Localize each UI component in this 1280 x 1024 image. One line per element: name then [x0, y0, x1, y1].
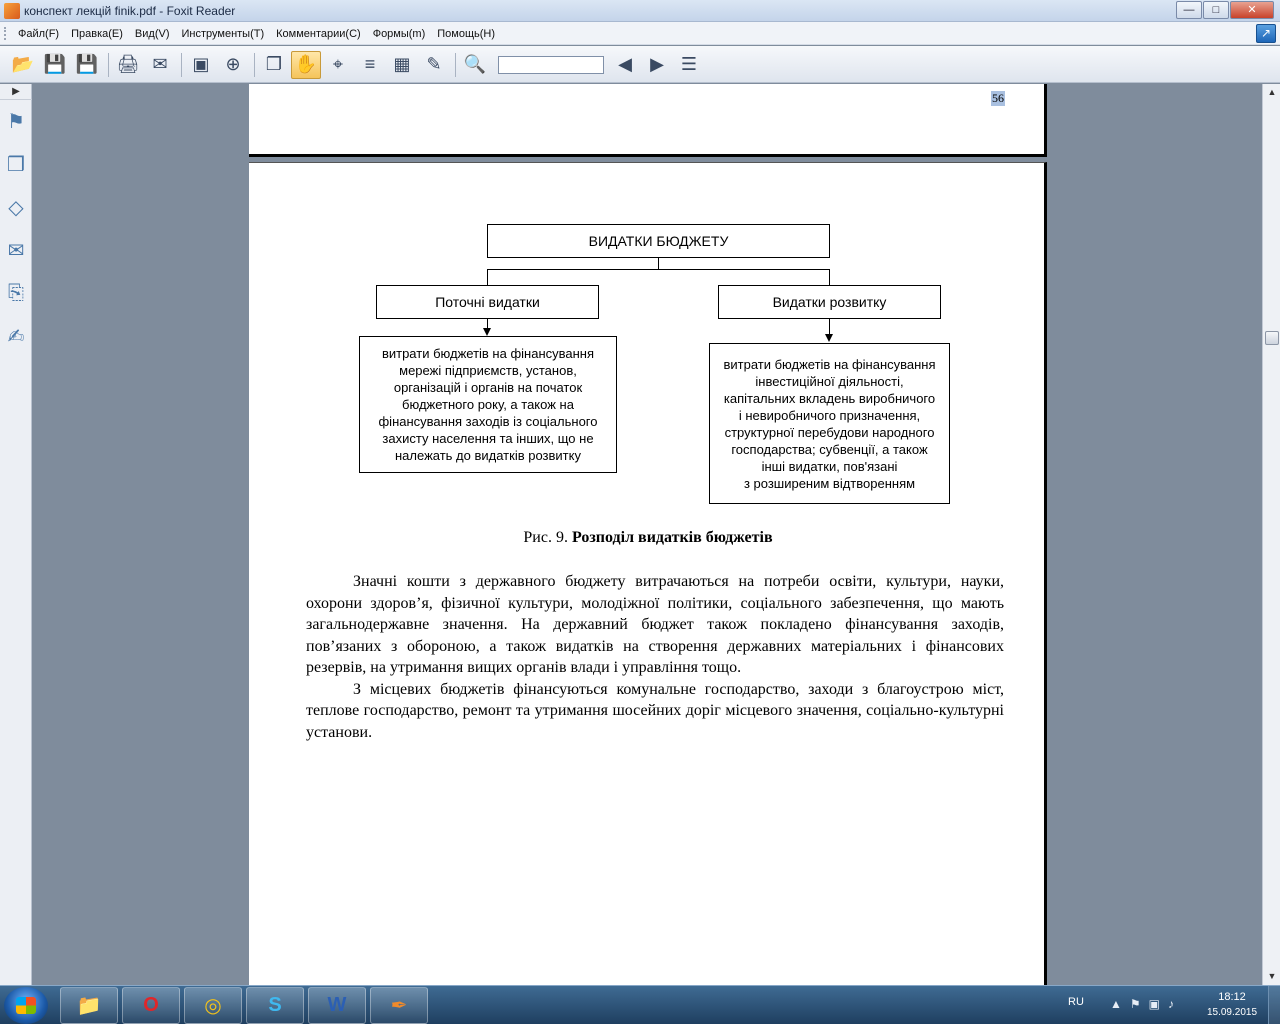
- right-desc-line: і невиробничого призначення,: [738, 407, 921, 423]
- window-title: конспект лекцій finik.pdf - Foxit Reader: [24, 4, 236, 18]
- start-button[interactable]: [4, 987, 48, 1024]
- menu-edit[interactable]: Правка(E): [71, 27, 123, 40]
- right-desc-line: капітальних вкладень виробничого: [723, 390, 936, 406]
- menu-help[interactable]: Помощь(H): [437, 27, 496, 40]
- arrow-left-head: [483, 328, 491, 336]
- signatures-icon[interactable]: ✍: [7, 326, 25, 348]
- right-desc-line: структурної перебудови народного: [724, 424, 935, 440]
- left-desc-line: захисту населення та інших, що не: [382, 431, 594, 446]
- foxit-app-icon: [4, 3, 20, 19]
- close-button[interactable]: ✕: [1230, 1, 1274, 19]
- find-options-icon[interactable]: ☰: [680, 54, 698, 74]
- maximize-button[interactable]: □: [1203, 1, 1229, 19]
- left-desc-line: мережі підприємств, установ,: [399, 363, 577, 378]
- sidebar-expand-icon[interactable]: ▶: [0, 84, 32, 100]
- caption-title: Розподіл видатків бюджетів: [571, 529, 773, 546]
- previous-page: [249, 84, 1047, 157]
- fullscreen-icon[interactable]: ▣: [192, 54, 210, 74]
- menu-tools[interactable]: Инструменты(T): [181, 27, 265, 40]
- development-expenses-description: [709, 343, 950, 504]
- menu-bar: [0, 22, 1280, 45]
- scroll-up-icon[interactable]: ▲: [1267, 87, 1277, 97]
- menu-forms[interactable]: Формы(m): [372, 27, 426, 40]
- save-as-icon[interactable]: 💾: [75, 54, 99, 74]
- window-controls: [1175, 1, 1274, 19]
- scroll-down-icon[interactable]: ▼: [1267, 971, 1277, 981]
- chrome-task-icon[interactable]: ◎: [184, 987, 242, 1024]
- word-task-icon[interactable]: W: [308, 987, 366, 1024]
- minimize-button[interactable]: —: [1176, 1, 1202, 19]
- caption-prefix: Рис. 9.: [523, 529, 572, 546]
- development-expenses-box: Видатки розвитку: [718, 285, 941, 319]
- tray-icons[interactable]: ▲⚑▣♪: [1110, 997, 1182, 1011]
- current-expenses-box: Поточні видатки: [376, 285, 599, 319]
- page-number: 56: [992, 91, 1004, 105]
- navigation-sidebar: [0, 84, 32, 985]
- zoom-icon[interactable]: ⊕: [225, 54, 241, 74]
- snapshot-icon[interactable]: ▦: [393, 54, 411, 74]
- diagram-root-box: ВИДАТКИ БЮДЖЕТУ: [487, 224, 830, 258]
- left-desc-line: організацій і органів на початок: [393, 380, 583, 395]
- left-desc-lines: [378, 345, 597, 464]
- menu-file[interactable]: Файл(F): [18, 27, 60, 40]
- arrow-right-shaft: [829, 319, 830, 335]
- comments-panel-icon[interactable]: ✉: [7, 240, 25, 262]
- right-desc-line: витрати бюджетів на фінансування: [723, 356, 936, 372]
- right-desc-line: інші видатки, пов'язані: [761, 458, 898, 474]
- opera-task-icon[interactable]: O: [122, 987, 180, 1024]
- save-icon[interactable]: 💾: [43, 54, 67, 74]
- toolbar-file-group: [8, 50, 706, 79]
- current-page: [249, 162, 1047, 985]
- left-desc-line: належать до видатків розвитку: [395, 448, 581, 463]
- arrow-right-head: [825, 334, 833, 342]
- system-tray: [1060, 986, 1280, 1024]
- scroll-thumb[interactable]: [1265, 331, 1279, 345]
- right-desc-line: інвестиційної діяльності,: [755, 373, 904, 389]
- left-desc-line: фінансування заходів із соціального: [378, 414, 598, 429]
- foxit-task-icon[interactable]: ✒: [370, 987, 428, 1024]
- find-icon[interactable]: 🔍: [463, 54, 487, 74]
- left-desc-line: витрати бюджетів на фінансування: [381, 346, 595, 361]
- toolbar-separator: [108, 53, 109, 77]
- pages-panel-icon[interactable]: ❒: [7, 154, 25, 176]
- text-viewer-icon[interactable]: ≡: [364, 54, 376, 74]
- toolbar: [0, 46, 1280, 83]
- select-text-icon[interactable]: ⌖: [332, 54, 344, 74]
- paragraph: Значні кошти з державного бюджету витрачаються на потреби освіти, культури, науки, охорони здоров’я, фізичної культури, молодіжної політики, соціального забезпечення, що мають загальнодержавне значення. На державний бюджет також покладено фінансування заходів, пов’язаних з обороною, а також видатків на створення державних матеріальних і фінансових резервів, на утримання вищих органів влади і управління тощо.: [306, 573, 1004, 676]
- left-desc-line: бюджетного року, а також на: [402, 397, 574, 412]
- pages-icon[interactable]: ❐: [265, 54, 283, 74]
- current-expenses-description: [359, 336, 617, 473]
- hand-tool-icon[interactable]: ✋: [291, 51, 321, 79]
- menu-comments[interactable]: Комментарии(C): [276, 27, 361, 40]
- open-icon[interactable]: 📂: [11, 54, 35, 74]
- explorer-task-icon[interactable]: 📁: [60, 987, 118, 1024]
- sign-icon[interactable]: ✎: [426, 54, 442, 74]
- toolbar-separator: [181, 53, 182, 77]
- clock-date[interactable]: 15.09.2015: [1206, 1007, 1258, 1018]
- right-desc-line: господарства; субвенції, а також: [731, 441, 928, 457]
- body-text: [306, 571, 1004, 743]
- menu-list: [12, 22, 501, 45]
- attachments-icon[interactable]: ⎘: [8, 282, 24, 304]
- find-next-icon[interactable]: ▶: [650, 54, 664, 74]
- connector-left: [487, 269, 488, 285]
- paragraph: З місцевих бюджетів фінансуються комунальне господарство, заходи з благоустрою міст, теплове господарство, ремонт та утримання шосейних доріг місцевого значення, соціально-культурні установи.: [306, 680, 1004, 741]
- find-previous-icon[interactable]: ◀: [618, 54, 632, 74]
- language-indicator[interactable]: RU: [1068, 996, 1084, 1008]
- toolbar-separator: [455, 53, 456, 77]
- menu-grip: [4, 27, 7, 40]
- taskbar-apps: [60, 987, 432, 1024]
- windows-logo-icon: [16, 997, 36, 1014]
- restore-layout-icon[interactable]: ↗: [1256, 24, 1276, 43]
- figure-caption: [249, 529, 1047, 547]
- show-desktop-button[interactable]: [1268, 986, 1280, 1024]
- print-icon[interactable]: 🖨: [116, 54, 140, 74]
- skype-task-icon[interactable]: S: [246, 987, 304, 1024]
- taskbar: [0, 985, 1280, 1024]
- connector-right: [829, 269, 830, 285]
- search-input[interactable]: [498, 56, 604, 74]
- document-view[interactable]: [33, 84, 1261, 985]
- title-bar: [0, 0, 1280, 22]
- connector-horizontal: [487, 269, 830, 270]
- right-desc-line: з розширеним відтворенням: [743, 475, 916, 491]
- clock-time[interactable]: 18:12: [1218, 991, 1246, 1003]
- email-icon[interactable]: ✉: [152, 54, 168, 74]
- menu-view[interactable]: Вид(V): [134, 27, 170, 40]
- layers-icon[interactable]: ◇: [8, 197, 24, 219]
- bookmarks-icon[interactable]: ⚑: [7, 111, 25, 133]
- toolbar-separator: [254, 53, 255, 77]
- right-desc-lines: [723, 356, 935, 492]
- vertical-scrollbar[interactable]: [1262, 84, 1280, 985]
